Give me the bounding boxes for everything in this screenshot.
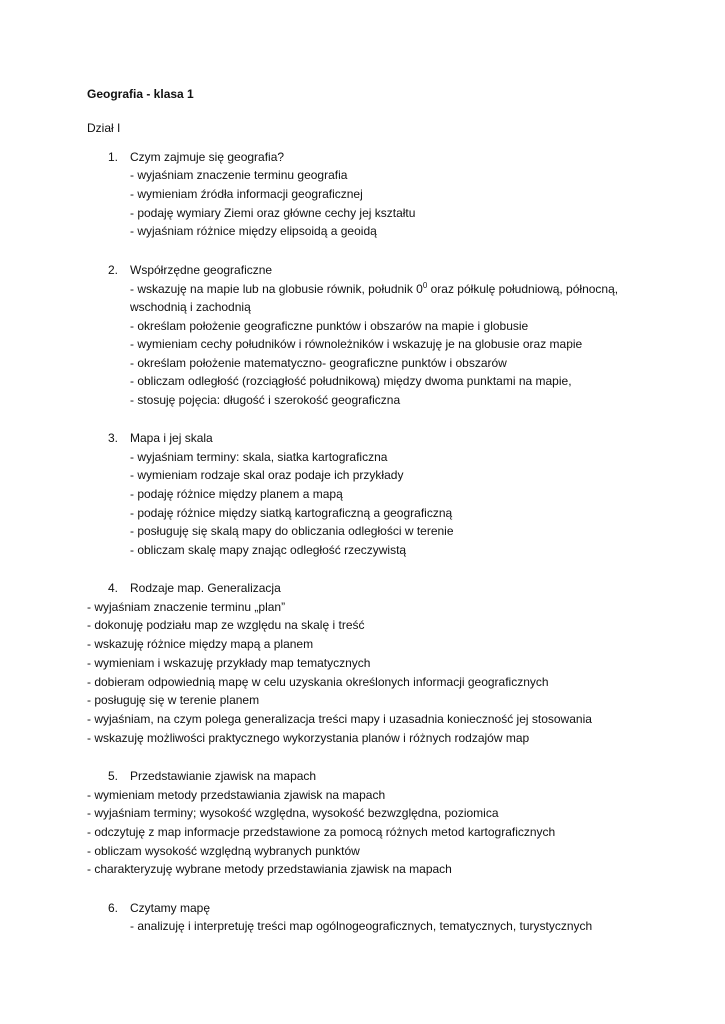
topic-4-item: - wskazuję możliwości praktycznego wykorzystania planów i różnych rodzajów map (87, 731, 530, 745)
topic-3-item: - podaję różnice między planem a mapą (130, 487, 343, 501)
topic-5-heading: Przedstawianie zjawisk na mapach (130, 769, 317, 783)
topic-1-item: - wymieniam źródła informacji geograficznej (130, 187, 363, 201)
topic-3-item: - podaję różnice między siatką kartograficzną a geograficzną (130, 506, 453, 520)
topic-4-item: - dobieram odpowiednią mapę w celu uzyskania określonych informacji geograficznych (87, 675, 549, 689)
topic-4-item: - wyjaśniam, na czym polega generalizacja treści mapy i uzasadnia konieczność jej stosowania (87, 712, 592, 726)
topic-2-item-part: - wskazuję na mapie lub na globusie równik, południk 0 (130, 282, 423, 296)
topic-2-item: - stosuję pojęcia: długość i szerokość geograficzna (130, 393, 401, 407)
topic-5-item: - wyjaśniam terminy; wysokość względna, wysokość bezwzględna, poziomica (87, 806, 499, 820)
topic-2-number: 2. (108, 263, 119, 277)
topic-2-item-meridian (130, 281, 618, 297)
topic-4-heading: Rodzaje map. Generalizacja (130, 581, 281, 595)
topic-1-item: - wyjaśniam różnice między elipsoidą a geoidą (130, 224, 377, 238)
topic-2-item: - wymieniam cechy południków i równoleżników i wskazuję je na globusie oraz mapie (130, 337, 583, 351)
topic-4-item: - dokonuję podziału map ze względu na skalę i treść (87, 618, 365, 632)
topic-2-item: - obliczam odległość (rozciągłość południkową) między dwoma punktami na mapie, (130, 374, 572, 388)
topic-4-item: - posługuję się w terenie planem (87, 693, 260, 707)
topic-6-heading: Czytamy mapę (130, 901, 211, 915)
topic-2-item: - określam położenie geograficzne punktów i obszarów na mapie i globusie (130, 319, 529, 333)
topic-6-number: 6. (108, 901, 119, 915)
topic-5-number: 5. (108, 769, 119, 783)
topic-2-heading: Współrzędne geograficzne (130, 263, 273, 277)
topic-1-item: - podaję wymiary Ziemi oraz główne cechy jej kształtu (130, 206, 416, 220)
topic-4-item: - wskazuję różnice między mapą a planem (87, 637, 314, 651)
topic-3-item: - posługuję się skalą mapy do obliczania odległości w terenie (130, 524, 454, 538)
topic-5-item: - obliczam wysokość względną wybranych punktów (87, 844, 360, 858)
topic-4-item: - wymieniam i wskazuję przykłady map tematycznych (87, 656, 371, 670)
topic-5-item: - charakteryzuję wybrane metody przedstawiania zjawisk na mapach (87, 862, 452, 876)
topic-3-item: - wyjaśniam terminy: skala, siatka kartograficzna (130, 450, 388, 464)
topic-3-number: 3. (108, 431, 119, 445)
topic-6-item: - analizuję i interpretuję treści map ogólnogeograficznych, tematycznych, turystycznych (130, 919, 593, 933)
topic-3-item: - obliczam skalę mapy znając odległość rzeczywistą (130, 543, 407, 557)
section-label: Dział I (87, 121, 121, 135)
topic-4-number: 4. (108, 581, 119, 595)
document-title: Geografia - klasa 1 (87, 87, 194, 101)
topic-1-number: 1. (108, 150, 119, 164)
topic-3-item: - wymieniam rodzaje skal oraz podaje ich przykłady (130, 468, 404, 482)
topic-2-item-part: oraz półkulę południową, północną, (427, 282, 619, 296)
topic-1-heading: Czym zajmuje się geografia? (130, 150, 285, 164)
topic-3-heading: Mapa i jej skala (130, 431, 213, 445)
topic-5-item: - wymieniam metody przedstawiania zjawisk na mapach (87, 788, 386, 802)
degree-superscript: 0 (422, 281, 428, 290)
topic-5-item: - odczytuję z map informacje przedstawione za pomocą różnych metod kartograficznych (87, 825, 556, 839)
topic-2-item-continuation: wschodnią i zachodnią (130, 300, 251, 314)
topic-2-item: - określam położenie matematyczno- geograficzne punktów i obszarów (130, 356, 507, 370)
topic-1-item: - wyjaśniam znaczenie terminu geografia (130, 168, 348, 182)
topic-4-item: - wyjaśniam znaczenie terminu „plan” (87, 600, 286, 614)
